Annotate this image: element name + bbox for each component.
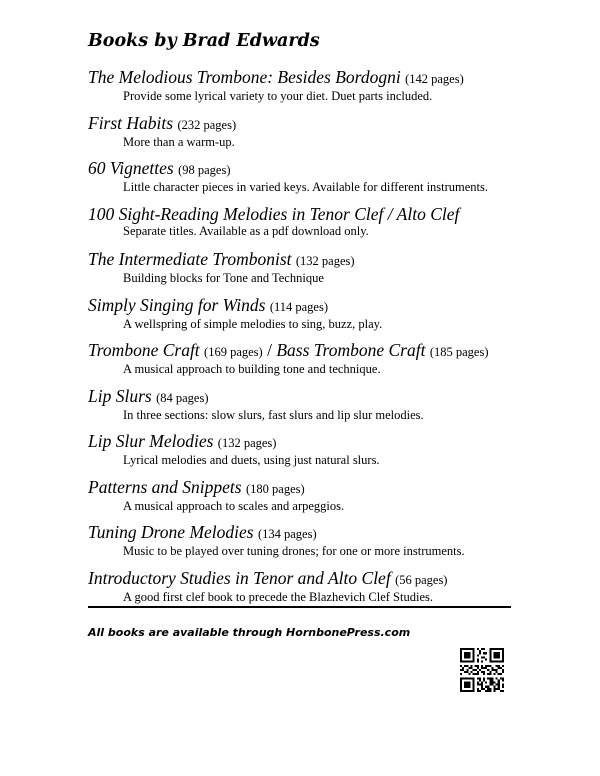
book-description: A wellspring of simple melodies to sing, buzz, play.	[123, 316, 383, 331]
book-title: Simply Singing for Winds	[88, 294, 266, 315]
book-entry	[88, 523, 518, 569]
book-title: Patterns and Snippets	[88, 476, 242, 497]
book-description: Lyrical melodies and duets, using just natural slurs.	[123, 453, 380, 467]
book-page-count: (132 pages)	[217, 436, 277, 450]
book-entry	[88, 114, 518, 160]
book-description: Separate titles. Available as a pdf download only.	[123, 223, 369, 238]
book-title: Lip Slur Melodies	[88, 431, 214, 451]
book-title: The Melodious Trombone: Besides Bordogni	[88, 67, 401, 87]
book-entry	[88, 159, 518, 205]
book-page-count: (114 pages)	[269, 299, 329, 314]
divider	[88, 606, 511, 608]
book-title: Trombone Craft	[88, 340, 200, 360]
book-description: Little character pieces in varied keys. Available for different instruments.	[123, 180, 489, 194]
book-title: 60 Vignettes	[88, 158, 174, 178]
book-page-count: (98 pages)	[178, 163, 231, 177]
book-title-line	[88, 68, 518, 89]
book-entry	[88, 432, 518, 478]
qr-code-icon[interactable]	[460, 648, 504, 692]
book-description: Building blocks for Tone and Technique	[123, 271, 324, 285]
book-page-count: (142 pages)	[405, 72, 464, 86]
book-page-count: (56 pages)	[395, 572, 448, 587]
book-description: In three sections: slow slurs, fast slurs and lip slur melodies.	[123, 407, 424, 422]
book-title-line	[88, 250, 518, 271]
book-title: Lip Slurs	[88, 385, 152, 406]
book-title-line	[88, 205, 518, 224]
book-entry	[88, 68, 518, 114]
title-separator: /	[262, 340, 277, 360]
book-title: Introductory Studies in Tenor and Alto Clef	[88, 567, 391, 588]
book-title-line	[88, 569, 518, 590]
book-page-count: (232 pages)	[177, 117, 237, 132]
book-title-line	[88, 114, 518, 135]
book-page-count: (84 pages)	[156, 390, 209, 405]
book-title-secondary: Bass Trombone Craft	[276, 340, 426, 360]
book-title-line	[88, 478, 518, 499]
book-title: First Habits	[88, 112, 174, 133]
book-description: More than a warm-up.	[123, 134, 235, 149]
book-entry	[88, 478, 518, 524]
availability-note: All books are available through HornbonePress.com	[88, 626, 411, 639]
book-title: The Intermediate Trombonist	[88, 249, 292, 269]
book-title-line	[88, 341, 518, 362]
book-page-count: (169 pages)	[204, 345, 263, 359]
book-title-line	[88, 523, 518, 544]
book-entry	[88, 387, 518, 433]
book-title: Tuning Drone Melodies	[88, 522, 254, 542]
book-description: Provide some lyrical variety to your diet. Duet parts included.	[123, 89, 433, 103]
book-page-count-secondary: (185 pages)	[429, 345, 489, 359]
book-page-count: (132 pages)	[295, 254, 355, 268]
book-page-count: (134 pages)	[257, 527, 317, 541]
book-description: A musical approach to scales and arpeggios.	[123, 498, 345, 513]
book-page-count: (180 pages)	[245, 481, 305, 496]
book-description: A good first clef book to precede the Blazhevich Clef Studies.	[123, 589, 433, 604]
book-title-line	[88, 432, 518, 453]
book-entry	[88, 205, 518, 251]
book-title: 100 Sight-Reading Melodies in Tenor Clef / Alto Clef	[88, 203, 460, 224]
book-entry	[88, 296, 518, 342]
book-description: Music to be played over tuning drones; for one or more instruments.	[123, 544, 465, 558]
book-title-line	[88, 159, 518, 180]
book-title-line	[88, 296, 518, 317]
book-list	[88, 68, 518, 614]
book-title-line	[88, 387, 518, 408]
book-description: A musical approach to building tone and technique.	[123, 362, 381, 376]
book-entry	[88, 250, 518, 296]
page-title: Books by Brad Edwards	[88, 31, 320, 51]
book-entry	[88, 341, 518, 387]
